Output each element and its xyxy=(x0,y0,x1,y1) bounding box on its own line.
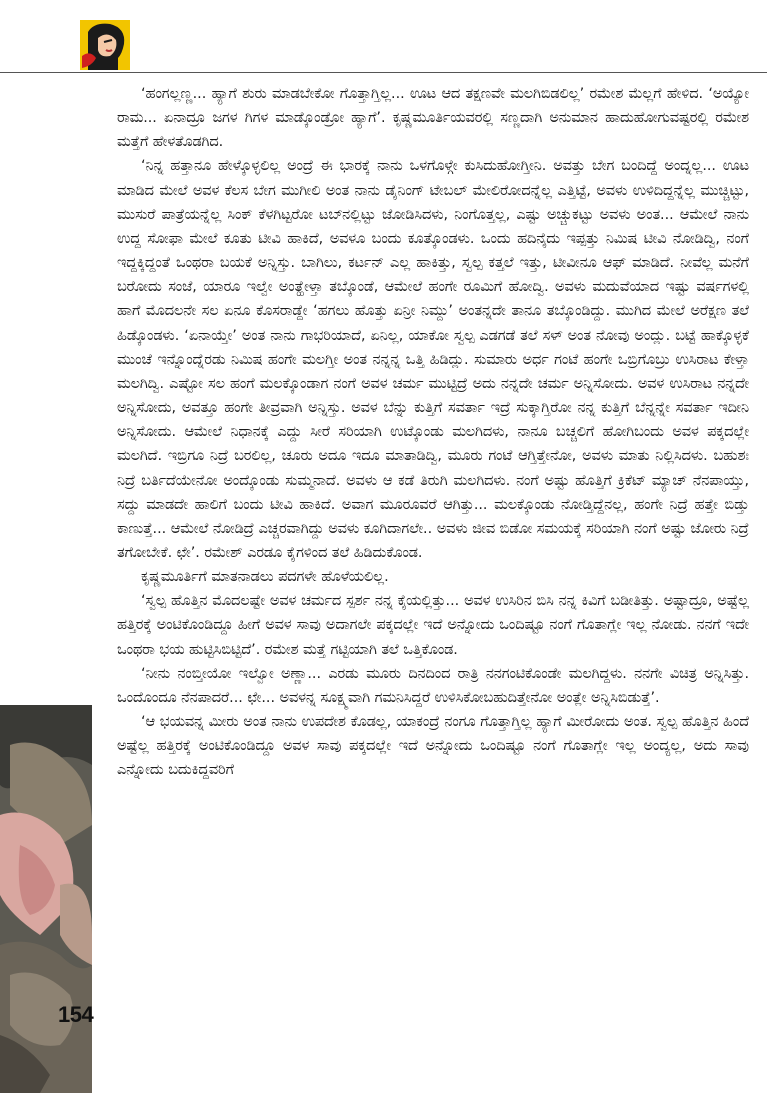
paragraph: ಕೃಷ್ಣಮೂರ್ತಿಗೆ ಮಾತನಾಡಲು ಪದಗಳೇ ಹೊಳೆಯಲಿಲ್ಲ. xyxy=(141,569,389,586)
paragraph: ‘ನಿನ್ನ ಹತ್ತಾನೂ ಹೇಳ್ಕೊಳ್ಳಲಿಲ್ಲ ಅಂದ್ರೆ ಈ ಭಾರಕ್ಕೆ ನಾನು ಒಳಗೊಳ್ಗೇ ಕುಸಿದುಹೋಗ್ತೀನಿ. ಅವತ್ತು ಬೇಗ ಬಂದಿದ್ದೆ ಅಂದ್ನಲ್ಲ... ಊಟ ಮಾಡಿದ ಮೇಲೆ ಅವಳ ಕೆಲಸ ಬೇಗ ಮುಗೀಲಿ ಅಂತ ನಾನು ಡೈನಿಂಗ್ ಟೇಬಲ್ ಮೇಲಿರೋದನ್ನೆಲ್ಲ ಎತ್ತಿಟ್ಟೆ, ಅವಳು ಉಳಿದಿದ್ದನ್ನೆಲ್ಲ ಮುಚ್ಚಿಟ್ಟು, ಮುಸುರೆ ಪಾತ್ರೆಯನ್ನೆಲ್ಲ ಸಿಂಕ್ ಕೆಳಗಿಟ್ಟರೋ ಟಬ್‍ನಲ್ಲಿಟ್ಟು ಜೋಡಿಸಿದಳು, ನಿಂಗೊತ್ತಲ್ಲ, ಎಷ್ಟು ಅಚ್ಚುಕಟ್ಟು ಅವಳು ಅಂತ... ಆಮೇಲೆ ನಾನು ಉದ್ದ ಸೋಫಾ ಮೇಲೆ ಕೂತು ಟೀವಿ ಹಾಕಿದೆ, ಅವಳೂ ಬಂದು ಕೂತ್ಕೊಂಡಳು. ಒಂದು ಹದಿನೈದು ಇಪ್ಪತ್ತು ನಿಮಿಷ ಟೀವಿ ನೋಡಿದ್ವಿ, ನಂಗೆ ಇದ್ದಕ್ಕಿದ್ದಂತೆ ಒಂಥರಾ ಬಯಕೆ ಅನ್ನಿಸ್ತು. ಬಾಗಿಲು, ಕರ್ಟನ್ ಎಲ್ಲ ಹಾಕಿತ್ತು, ಸ್ವಲ್ಪ ಕತ್ತಲೆ ಇತ್ತು, ಟೀವೀನೂ ಆಫ್ ಮಾಡಿದೆ. ನೀವೆಲ್ಲ ಮನೆಗೆ ಬರೋದು ಸಂಜೆ, ಯಾರೂ ಇಲ್ವೇ ಅಂತ್ಹೇಳ್ತಾ ತಬ್ಕೊಂಡೆ, ಆಮೇಲೆ ಹಂಗೇ ರೂಮಿಗೆ ಹೋದ್ವಿ. ಅವಳು ಮದುವೆಯಾದ ಇಷ್ಟು ವರ್ಷಗಳಲ್ಲಿ ಹಾಗೆ ಮೊದಲನೇ ಸಲ ಏನೂ ಕೊಸರಾಡ್ದೇ ‘ಹಗಲು ಹೊತ್ತು ಏನ್ರೀ ನಿಮ್ದು’ ಅಂತನ್ನದೇ ತಾನೂ ತಬ್ಕೊಂಡಿದ್ದು. ಮುಗಿದ ಮೇಲೆ ಅರೆಕ್ಷಣ ತಲೆ ಹಿಡ್ಕೊಂಡಳು. ‘ಏನಾಯ್ತೇ’ ಅಂತ ನಾನು ಗಾಭರಿಯಾದೆ, ಏನಿಲ್ಲ, ಯಾಕೋ ಸ್ವಲ್ಪ ಎಡಗಡೆ ತಲೆ ಸಳ್ ಅಂತ ನೋವು ಅಂದ್ಲು. ಬಟ್ಟೆ ಹಾಕ್ಕೊಳ್ಳಕೆ ಮುಂಚೆ ಇನ್ನೊಂದ್ನೆರಡು ನಿಮಿಷ ಹಂಗೇ ಮಲಗ್ತೀ ಅಂತ ನನ್ನನ್ನ ಒತ್ತಿ ಹಿಡಿದ್ಲು. ಸುಮಾರು ಅರ್ಧ ಗಂಟೆ ಹಂಗೇ ಒಬ್ರಿಗೊಬ್ರು ಉಸಿರಾಟ ಕೇಳ್ತಾ ಮಲಗಿದ್ವಿ. ಎಷ್ಟೋ ಸಲ ಹಂಗೆ ಮಲಕ್ಕೊಂಡಾಗ ನಂಗೆ ಅವಳ ಚರ್ಮ ಮುಟ್ಟಿದ್ರೆ ಅದು ನನ್ನದೇ ಚರ್ಮ ಅನ್ನಿಸೋದು. ಅವಳ ಉಸಿರಾಟ ನನ್ನದೇ ಅನ್ನಿಸೋದು, ಅವತ್ತೂ ಹಂಗೇ ತೀವ್ರವಾಗಿ ಅನ್ನಿಸ್ತು. ಅವಳ ಬೆನ್ನು ಕುತ್ತಿಗೆ ಸವರ್ತಾ ಇದ್ರೆ ಸುಕ್ಕಾಗ್ತಿರೋ ನನ್ನ ಕುತ್ತಿಗೆ ಬೆನ್ನನ್ನೇ ಸವರ್ತಾ ಇದೀನಿ ಅನ್ನಿಸೋದು. ಆಮೇಲೆ ನಿಧಾನಕ್ಕೆ ಎದ್ದು ಸೀರೆ ಸರಿಯಾಗಿ ಉಟ್ಕೊಂಡು ಮಲಗಿದಳು, ನಾನೂ ಬಚ್ಚಲಿಗೆ ಹೋಗಿಬಂದು ಅವಳ ಪಕ್ಕದಲ್ಲೇ ಮಲಗಿದೆ. ಇಬ್ರಿಗೂ ನಿದ್ರೆ ಬರಲಿಲ್ಲ, ಚೂರು ಅದೂ ಇದೂ ಮಾತಾಡಿದ್ವಿ, ಮೂರು ಗಂಟೆ ಆಗ್ತಿತ್ತೇನೋ, ಅವಳು ಮಾತು ನಿಲ್ಲಿಸಿದಳು. ಬಹುಶಃ ನಿದ್ರೆ ಬರ್ತಿದೆಯೇನೋ ಅಂದ್ಕೊಂಡು ಸುಮ್ಮನಾದೆ. ಅವಳು ಆ ಕಡೆ ತಿರುಗಿ ಮಲಗಿದಳು. ನಂಗೆ ಅಷ್ಟು ಹೊತ್ತಿಗೆ ಕ್ರಿಕೆಟ್ ಮ್ಯಾಚ್ ನೆನಪಾಯ್ತು, ಸದ್ದು ಮಾಡದೇ ಹಾಲಿಗೆ ಬಂದು ಟೀವಿ ಹಾಕಿದೆ. ಅವಾಗ ಮೂರೂವರೆ ಆಗಿತ್ತು... ಮಲಕ್ಕೊಂಡು ನೋಡ್ತಿದ್ದೆನಲ್ಲ, ಹಂಗೇ ನಿದ್ರೆ ಹತ್ತೇ ಬಿಡ್ತು ಕಾಣುತ್ತೆ... ಆಮೇಲೆ ನೋಡಿದ್ರೆ ಎಚ್ಚರವಾಗಿದ್ದು ಅವಳು ಕೂಗಿದಾಗಲೇ.. ಅವಳು ಜೀವ ಬಿಡೋ ಸಮಯಕ್ಕೆ ಸರಿಯಾಗಿ ನಂಗೆ ಅಷ್ಟು ಜೋರು ನಿದ್ರೆ ತಗೋಬೇಕೆ. ಛೇ’. ರಮೇಶ್ ಎರಡೂ ಕೈಗಳಿಂದ ತಲೆ ಹಿಡಿದುಕೊಂಡ. xyxy=(117,158,749,561)
header-rule xyxy=(0,72,767,73)
paragraph: ‘ಹಂಗಲ್ಲಣ್ಣ... ಹ್ಯಾಗೆ ಶುರು ಮಾಡಬೇಕೋ ಗೊತ್ತಾಗ್ತಿಲ್ಲ... ಊಟ ಆದ ತಕ್ಷಣವೇ ಮಲಗಿಬಿಡಲಿಲ್ಲ’ ರಮೇಶ ಮೆಲ್ಲಗೆ ಹೇಳಿದ. ‘ಅಯ್ಯೋ ರಾಮ... ಏನಾದ್ರೂ ಜಗಳ ಗಿಗಳ ಮಾಡ್ಕೊಂಡ್ರೋ ಹ್ಯಾಗೆ’. ಕೃಷ್ಣಮೂರ್ತಿಯವರಲ್ಲಿ ಸಣ್ಣದಾಗಿ ಅನುಮಾನ ಹಾದುಹೋಗುವಷ್ಟರಲ್ಲಿ ರಮೇಶ ಮತ್ತೆಗೆ ಹೇಳತೊಡಗಿದ. xyxy=(117,86,749,151)
paragraph: ‘ಸ್ವಲ್ಪ ಹೊತ್ತಿನ ಮೊದಲಷ್ಟೇ ಅವಳ ಚರ್ಮದ ಸ್ಪರ್ಶ ನನ್ನ ಕೈಯಲ್ಲಿತ್ತು... ಅವಳ ಉಸಿರಿನ ಬಿಸಿ ನನ್ನ ಕಿವಿಗೆ ಬಡೀತಿತ್ತು. ಅಷ್ಟಾದ್ರೂ, ಅಷ್ಟೆಲ್ಲ ಹತ್ತಿರಕ್ಕೆ ಅಂಟಿಕೊಂಡಿದ್ದೂ ಹೀಗೆ ಅವಳ ಸಾವು ಅದಾಗಲೇ ಪಕ್ಕದಲ್ಲೇ ಇದೆ ಅನ್ನೋದು ಒಂದಿಷ್ಟೂ ನಂಗೆ ಗೊತಾಗ್ಲೇ ಇಲ್ಲ ನೋಡು. ನನಗೆ ಇದೇ ಒಂಥರಾ ಭಯ ಹುಟ್ಟಿಸಿಬಿಟ್ಟಿದೆ’. ರಮೇಶ ಮತ್ತೆ ಗಟ್ಟಿಯಾಗಿ ತಲೆ ಒತ್ತಿಕೊಂಡ. xyxy=(117,593,749,658)
page-number: 154 xyxy=(58,1002,94,1027)
paragraph: ‘ನೀನು ನಂಬ್ತೀಯೋ ಇಲ್ವೋ ಅಣ್ಣಾ... ಎರಡು ಮೂರು ದಿನದಿಂದ ರಾತ್ರಿ ನನಗಂಟಿಕೊಂಡೇ ಮಲಗಿದ್ದಳು. ನನಗೇ ವಿಚಿತ್ರ ಅನ್ನಿಸಿತ್ತು. ಒಂದೊಂದೂ ನೆನಪಾದರೆ... ಛೇ... ಅವಳನ್ನ ಸೂಕ್ಷ್ಮವಾಗಿ ಗಮನಿಸಿದ್ದರೆ ಉಳಿಸಿಕೋಬಹುದಿತ್ತೇನೋ ಅಂತ್ಲೇ ಅನ್ನಿಸಿಬಿಡುತ್ತೆ’. xyxy=(117,665,749,706)
magazine-logo-icon xyxy=(80,20,130,70)
painting-fragment-image xyxy=(0,705,92,1093)
paragraph: ‘ಆ ಭಯವನ್ನ ಮೀರು ಅಂತ ನಾನು ಉಪದೇಶ ಕೊಡಲ್ಲ, ಯಾಕಂದ್ರೆ ನಂಗೂ ಗೊತ್ತಾಗ್ತಿಲ್ಲ ಹ್ಯಾಗೆ ಮೀರೋದು ಅಂತ. ಸ್ವಲ್ಪ ಹೊತ್ತಿನ ಹಿಂದೆ ಅಷ್ಟೆಲ್ಲ ಹತ್ತಿರಕ್ಕೆ ಅಂಟಿಕೊಂಡಿದ್ದೂ ಅವಳ ಸಾವು ಪಕ್ಕದಲ್ಲೇ ಇದೆ ಅನ್ನೋದು ಒಂದಿಷ್ಟೂ ನಂಗೆ ಗೊತಾಗ್ಲೇ ಇಲ್ಲ ಅಂದ್ಯಲ್ಲ, ಅದು ಸಾವು ಎನ್ನೋದು ಬದುಕಿದ್ದವರಿಗೆ xyxy=(117,714,749,779)
article-body xyxy=(117,82,749,783)
